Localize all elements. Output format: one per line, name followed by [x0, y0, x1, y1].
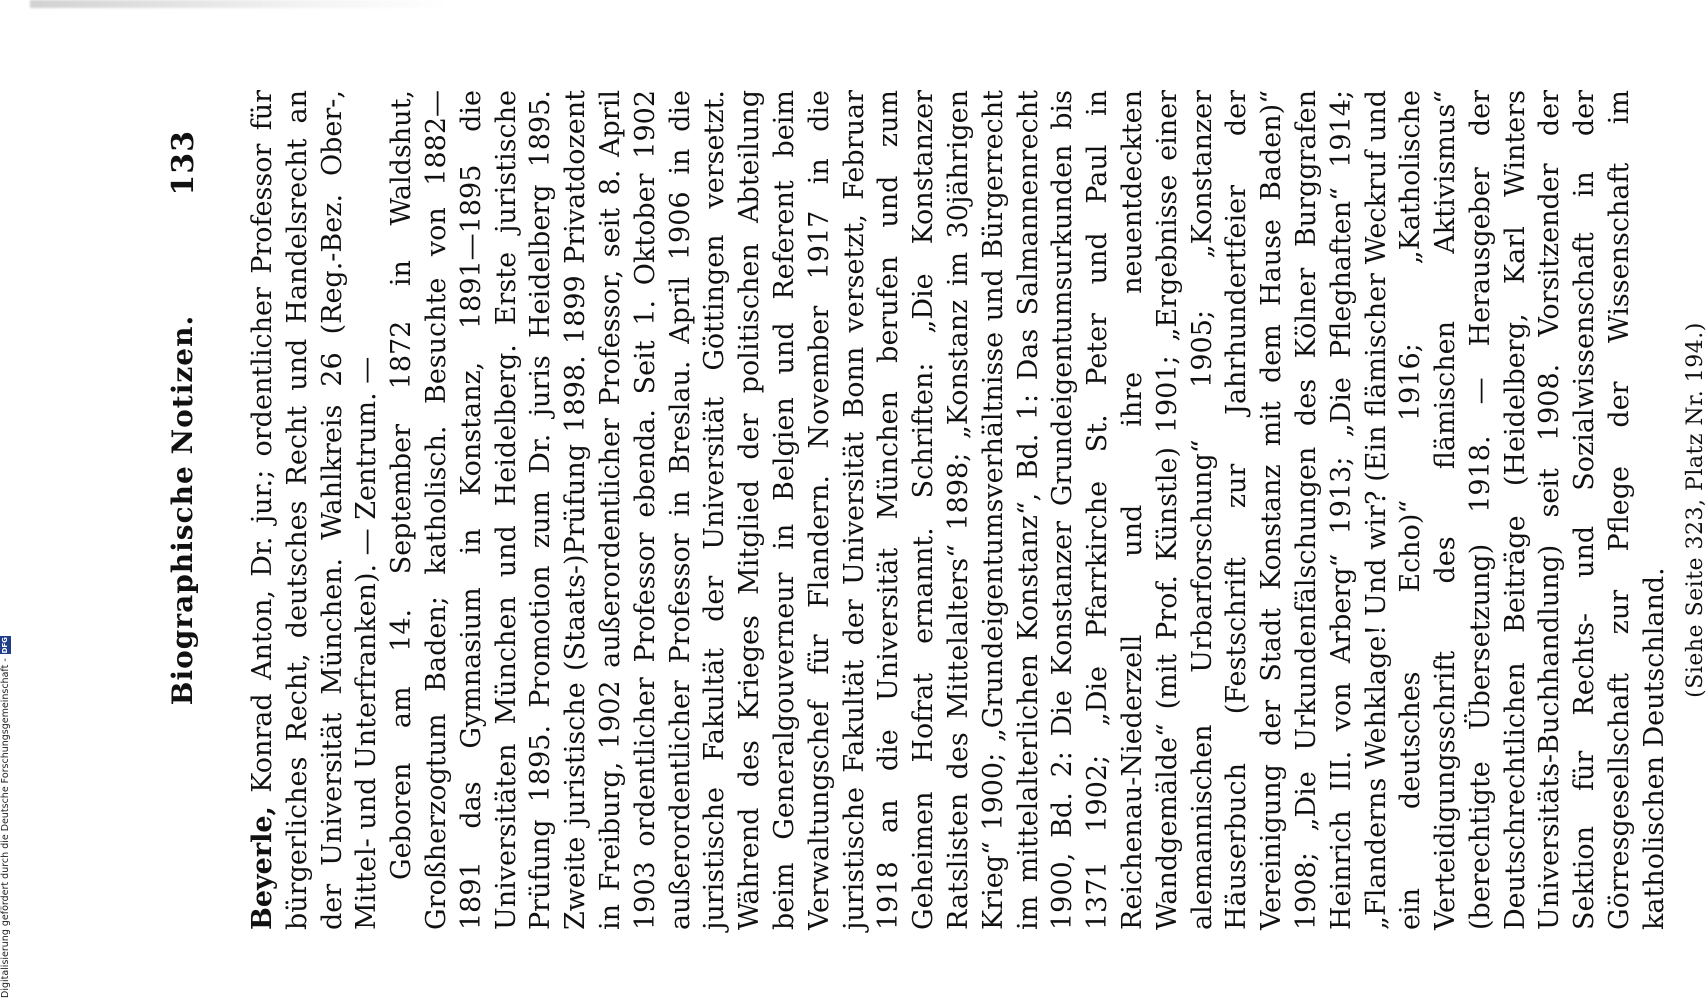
- rotated-page: [160, 80, 1708, 940]
- digitization-note-text: Digitalisierung gefördert durch die Deutsche Forschungsgemeinschaft -: [0, 658, 11, 998]
- entry-intro: [246, 90, 385, 930]
- entry-name: Beyerle,: [247, 806, 278, 930]
- scan-edge: [30, 0, 450, 8]
- digitization-note: [0, 603, 11, 998]
- page-number: 133: [166, 130, 201, 196]
- entry-body: Geboren am 14. September 1872 in Waldshut, Großherzogtum Baden; katholisch. Besuchte von 1882—1891 das Gymnasium in Konstanz, 1891—1895 die Universitäten München und Heidelberg. Erste juristische Prüfung 1895. Promotion zum Dr. juris Heidelberg 1895. Zweite juristische (Staats-)Prüfung 1898. 1899 Privatdozent in Freiburg, 1902 außerordentlicher Professor, seit 8. April 1903 ordentlicher Professor ebenda. Seit 1. Oktober 1902 außerordentlicher Professor in Breslau. April 1906 in die juristische Fakultät der Universität Göttingen versetzt. Während des Krieges Mitglied der politischen Abteilung beim Generalgouverneur in Belgien und Referent beim Verwaltungschef für Flandern. November 1917 in die juristische Fakultät der Universität Bonn versetzt, Februar 1918 an die Universität München berufen und zum Geheimen Hofrat ernannt. Schriften: „Die Konstanzer Ratslisten des Mittelalters“ 1898; „Konstanz im 30jährigen Krieg“ 1900; „Grundeigentumsverhältnisse und Bürgerrecht im mittelalterlichen Konstanz“, Bd. 1: Das Salmannenrecht 1900, Bd. 2: Die Konstanzer Grundeigentumsurkunden bis 1371 1902; „Die Pfarrkirche St. Peter und Paul in Reichenau-Niederzell und ihre neuentdeckten Wandgemälde“ (mit Prof. Künstle) 1901; „Ergebnisse einer alemannischen Urbarforschung“ 1905; „Konstanzer Häuserbuch (Festschrift zur Jahrhundertfeier der Vereinigung der Stadt Konstanz mit dem Hause Baden)“ 1908; „Die Urkundenfälschungen des Kölner Burggrafen Heinrich III. von Arberg“ 1913; „Die Pfleghaften“ 1914; „Flanderns Wehklage! Und wir? (Ein flämischer Weckruf und ein deutsches Echo)“ 1916; „Katholische Verteidigungsschrift des flämischen Aktivismus“ (berechtigte Übersetzung) 1918. — Herausgeber der Deutschrechtlichen Beiträge (Heidelberg, Karl Winters Universitäts-Buchhandlung) seit 1908. Vorsitzender der Sektion für Rechts- und Sozialwissenschaft in der Görresgesellschaft zur Pflege der Wissenschaft im katholischen Deutschland.: [386, 90, 1670, 930]
- running-head: [160, 90, 216, 930]
- dfg-logo: DFG: [1, 637, 9, 654]
- footer-reference: (Siehe Seite 323, Platz Nr. 194.): [1682, 322, 1708, 698]
- entry-intro-text: Konrad Anton, Dr. jur.; ordentlicher Professor für bürgerliches Recht, deutsches Recht und Handelsrecht an der Universität München. Wahlkreis 26 (Reg.-Bez. Ober-, Mittel- und Unterfranken). — Zentrum. —: [247, 90, 383, 930]
- page-title: Biographische Notizen.: [166, 314, 199, 706]
